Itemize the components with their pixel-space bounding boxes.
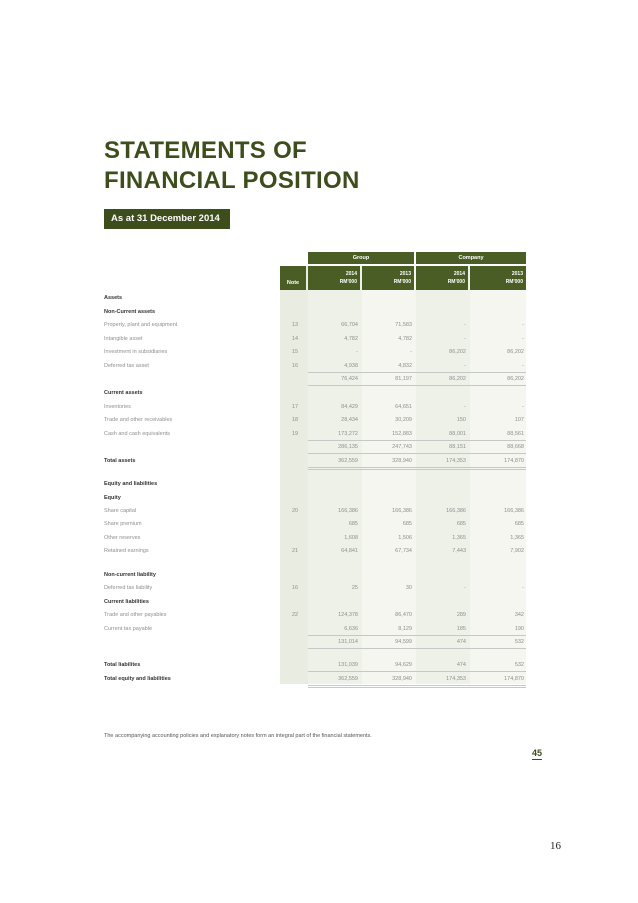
column-unit: RM'000 [393, 279, 411, 285]
value-cell: 1,365 [510, 535, 524, 541]
value-cell: 86,470 [395, 612, 412, 618]
company-header: Company [416, 252, 526, 264]
report-page-number: 45 [532, 748, 543, 758]
row-label: Total liabilites [104, 662, 141, 668]
row-label: Retained earnings [104, 548, 149, 554]
value-cell: 474 [456, 662, 466, 668]
table-row [104, 519, 528, 529]
value-cell: 86,202 [507, 376, 524, 382]
row-label: Share capital [104, 508, 137, 514]
value-cell: 88,001 [449, 431, 466, 437]
table-row [104, 624, 528, 634]
table-row [104, 660, 528, 670]
row-label: Cash and cash equivalents [104, 431, 171, 437]
value-cell: - [522, 585, 524, 591]
value-cell: 86,202 [449, 349, 466, 355]
column-header [362, 266, 414, 290]
value-cell: 342 [514, 612, 524, 618]
row-label: Inventories [104, 404, 131, 410]
value-cell: 685 [402, 521, 412, 527]
row-label: Equity and liabilities [104, 481, 158, 487]
row-label: Current liabilities [104, 599, 149, 605]
table-row [104, 320, 528, 330]
subtotal-row [104, 374, 528, 384]
table-row [104, 361, 528, 371]
value-cell: 76,424 [341, 376, 358, 382]
table-row [104, 479, 528, 489]
value-cell: 1,506 [398, 535, 412, 541]
total-double-rule [308, 469, 526, 470]
value-cell: 64,651 [395, 404, 412, 410]
row-note: 22 [291, 612, 299, 618]
subtotal-row [104, 442, 528, 452]
value-cell: 4,938 [344, 363, 358, 369]
value-cell: - [464, 336, 466, 342]
total-double-rule [308, 687, 526, 688]
value-cell: 64,841 [341, 548, 358, 554]
row-label: Share premium [104, 521, 142, 527]
column-unit: RM'000 [505, 279, 523, 285]
row-label: Current tax payable [104, 626, 152, 632]
table-row [104, 456, 528, 466]
value-cell: 8,129 [398, 626, 412, 632]
value-cell: 6,636 [344, 626, 358, 632]
value-cell: 532 [514, 639, 524, 645]
value-cell: 185 [456, 626, 466, 632]
row-label: Intangible asset [104, 336, 143, 342]
value-cell: 71,583 [395, 322, 412, 328]
value-cell: 174,870 [504, 676, 524, 682]
value-cell: 94,629 [395, 662, 412, 668]
value-cell: 30,209 [395, 417, 412, 423]
title-line-1: STATEMENTS OF [104, 137, 308, 164]
row-divider [308, 385, 526, 386]
value-cell: 94,599 [395, 639, 412, 645]
value-cell: 362,559 [338, 458, 358, 464]
footnote: The accompanying accounting policies and explanatory notes form an integral part of the financial statements. [104, 733, 372, 739]
table-row [104, 674, 528, 684]
row-label: Total assets [104, 458, 136, 464]
column-year: 2014 [345, 271, 357, 277]
value-cell: 107 [514, 417, 524, 423]
row-label: Non-current liability [104, 572, 156, 578]
value-cell: - [522, 336, 524, 342]
row-label: Equity [104, 495, 121, 501]
value-cell: 4,782 [398, 336, 412, 342]
value-cell: 152,883 [392, 431, 412, 437]
value-cell: - [522, 322, 524, 328]
value-cell: 86,202 [507, 349, 524, 355]
column-header [470, 266, 526, 290]
value-cell: 173,272 [338, 431, 358, 437]
value-cell: 81,197 [395, 376, 412, 382]
value-cell: 190 [514, 626, 524, 632]
value-cell: - [464, 585, 466, 591]
table-row [104, 506, 528, 516]
document-page-number: 16 [550, 840, 561, 852]
value-cell: 131,039 [338, 662, 358, 668]
group-header: Group [308, 252, 414, 264]
table-row [104, 546, 528, 556]
table-row [104, 570, 528, 580]
table-row [104, 429, 528, 439]
value-cell: 67,734 [395, 548, 412, 554]
table-row [104, 597, 528, 607]
table-row [104, 415, 528, 425]
column-header [308, 266, 360, 290]
value-cell: 685 [456, 521, 466, 527]
row-divider [308, 648, 526, 649]
row-label: Current assets [104, 390, 143, 396]
table-row [104, 388, 528, 398]
value-cell: 286,135 [338, 444, 358, 450]
column-year: 2013 [399, 271, 411, 277]
row-note: 16 [291, 585, 299, 591]
table-row [104, 307, 528, 317]
value-cell: 174,353 [446, 676, 466, 682]
value-cell: 88,668 [507, 444, 524, 450]
value-cell: 247,743 [392, 444, 412, 450]
value-cell: - [410, 349, 412, 355]
column-unit: RM'000 [339, 279, 357, 285]
value-cell: 289 [456, 612, 466, 618]
value-cell: 685 [348, 521, 358, 527]
column-unit: RM'000 [447, 279, 465, 285]
value-cell: 131,014 [338, 639, 358, 645]
row-note: 14 [291, 336, 299, 342]
row-divider [308, 685, 526, 686]
table-row [104, 533, 528, 543]
row-label: Investment in subsidiaries [104, 349, 168, 355]
row-label: Property, plant and equipment [104, 322, 178, 328]
value-cell: 166,386 [338, 508, 358, 514]
value-cell: 150 [456, 417, 466, 423]
value-cell: 166,386 [446, 508, 466, 514]
value-cell: 28,434 [341, 417, 358, 423]
value-cell: 166,386 [504, 508, 524, 514]
value-cell: 30 [405, 585, 412, 591]
value-cell: - [464, 363, 466, 369]
value-cell: 474 [456, 639, 466, 645]
value-cell: 1,365 [452, 535, 466, 541]
value-cell: 166,386 [392, 508, 412, 514]
value-cell: 532 [514, 662, 524, 668]
value-cell: 1,608 [344, 535, 358, 541]
row-label: Deferred tax asset [104, 363, 149, 369]
row-divider [308, 467, 526, 468]
value-cell: 124,378 [338, 612, 358, 618]
column-header [416, 266, 468, 290]
table-row [104, 334, 528, 344]
value-cell: - [522, 363, 524, 369]
value-cell: 174,353 [446, 458, 466, 464]
value-cell: 174,870 [504, 458, 524, 464]
table-row [104, 583, 528, 593]
row-divider [308, 671, 526, 672]
row-label: Trade and other receivables [104, 417, 173, 423]
table-row [104, 293, 528, 303]
value-cell: 362,559 [338, 676, 358, 682]
value-cell: 84,429 [341, 404, 358, 410]
value-cell: - [464, 322, 466, 328]
row-label: Deferred tax liability [104, 585, 153, 591]
value-cell: - [464, 404, 466, 410]
row-note: 17 [291, 404, 299, 410]
value-cell: 328,940 [392, 458, 412, 464]
value-cell: 88,561 [507, 431, 524, 437]
title-line-2: FINANCIAL POSITION [104, 167, 360, 194]
value-cell: 685 [514, 521, 524, 527]
row-divider [308, 372, 526, 373]
row-note: 13 [291, 322, 299, 328]
row-label: Non-Current assets [104, 309, 156, 315]
row-note: 19 [291, 431, 299, 437]
row-label: Other reserves [104, 535, 141, 541]
row-note: 18 [291, 417, 299, 423]
value-cell: 86,202 [449, 376, 466, 382]
value-cell: 66,704 [341, 322, 358, 328]
note-header: Note [280, 266, 306, 290]
value-cell: 88,151 [449, 444, 466, 450]
value-cell: 4,832 [398, 363, 412, 369]
value-cell: 7,443 [452, 548, 466, 554]
value-cell: 4,782 [344, 336, 358, 342]
row-note: 21 [291, 548, 299, 554]
table-row [104, 610, 528, 620]
value-cell: - [356, 349, 358, 355]
row-label: Total equity and liabilities [104, 676, 171, 682]
row-note: 20 [291, 508, 299, 514]
table-row [104, 347, 528, 357]
row-divider [308, 453, 526, 454]
page-title [104, 136, 360, 196]
column-year: 2013 [511, 271, 523, 277]
row-note: 16 [291, 363, 299, 369]
table-row [104, 493, 528, 503]
row-label: Trade and other payables [104, 612, 167, 618]
table-row [104, 402, 528, 412]
column-year: 2014 [453, 271, 465, 277]
value-cell: 328,940 [392, 676, 412, 682]
row-divider [308, 635, 526, 636]
row-label: Assets [104, 295, 123, 301]
value-cell: 7,902 [510, 548, 524, 554]
row-note: 15 [291, 349, 299, 355]
subtotal-row [104, 637, 528, 647]
date-banner: As at 31 December 2014 [104, 209, 230, 229]
row-divider [308, 440, 526, 441]
value-cell: 25 [351, 585, 358, 591]
value-cell: - [522, 404, 524, 410]
